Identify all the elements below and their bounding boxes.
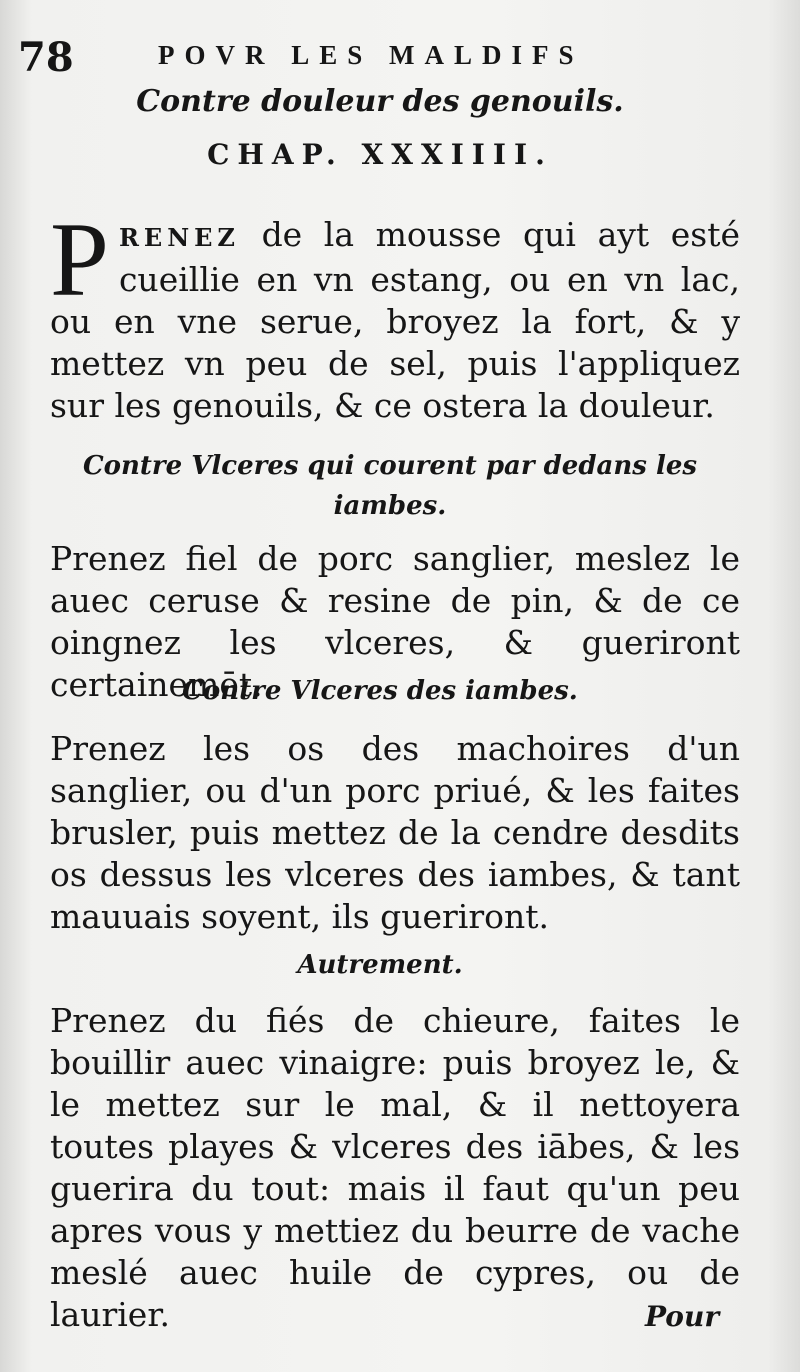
lead-word: RENEZ [118, 223, 240, 252]
page-number: 78 [18, 34, 74, 81]
running-title: POVR LES MALDIFS [158, 40, 584, 70]
paragraph-1 [50, 201, 740, 427]
paragraph-4: Prenez du fiés de chieure, faites le bouillir auec vinaigre: puis broyez le, & le mettez sur le mal, & il nettoyera toutes playes & vlceres des iābes, & les guerira du tout: mais il faut qu'un peu apres vous y mettiez du beurre de vache meslé auec huile de cypres, ou de laurier. [50, 1001, 740, 1334]
section-heading: Autrement. [297, 950, 463, 980]
chapter-heading: CHAP. XXXIIII. [207, 138, 553, 171]
paragraph-3: Prenez les os des machoires d'un sanglier, ou d'un porc priué, & les faites brusler, puis mettez de la cendre desdits os dessus les vlceres des iambes, & tant mauuais soyent, ils gueriront. [50, 729, 740, 936]
drop-cap: P [50, 201, 109, 318]
section-heading: Contre Vlceres qui courent par dedans les iambes. [82, 451, 698, 521]
paragraph-2: Prenez fiel de porc sanglier, meslez le auec ceruse & resine de pin, & de ce oingnez les vlceres, & gueriront certainemēt. [50, 539, 740, 704]
paragraph-text: de la mousse qui ayt esté cueillie en vn estang, ou en vn lac, ou en vne serue, broyez la fort, & y mettez vn peu de sel, puis l'appliquez sur les genouils, & ce ostera la douleur. [50, 215, 740, 425]
catchword: Pour [645, 1300, 720, 1333]
chapter-subject: Contre douleur des genouils. [136, 84, 624, 119]
page-header [18, 34, 738, 86]
section-heading: Contre Vlceres des iambes. [182, 676, 578, 706]
